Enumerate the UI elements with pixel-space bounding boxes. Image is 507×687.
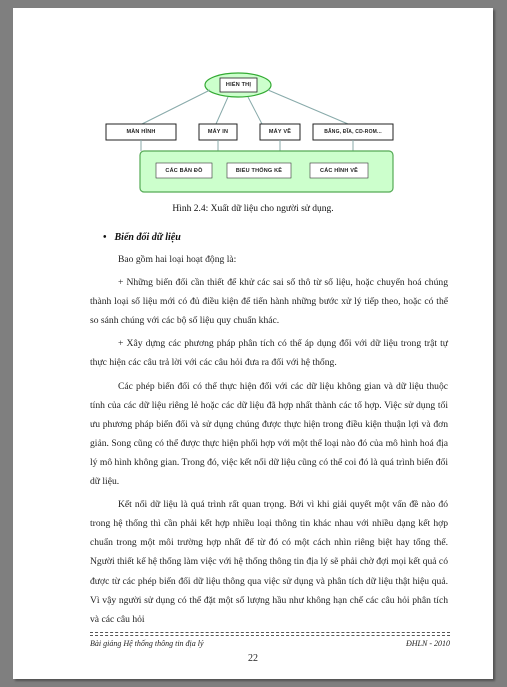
output-label-screen: MÀN HÌNH: [126, 129, 156, 135]
diagram-graphics: [13, 8, 493, 208]
figure-caption: Hình 2.4: Xuất dữ liệu cho người sử dụng.: [172, 204, 334, 214]
connector-4: [268, 90, 348, 124]
footer-course-title: Bài giảng Hệ thống thông tin địa lý: [90, 639, 204, 648]
top-node-label: HIỂN THỊ: [225, 82, 252, 88]
paragraph: Các phép biến đổi có thể thực hiện đối với các dữ liệu không gian và dữ liệu thuộc tính của các dữ liệu riêng lẻ hoặc các dữ liệu đã hợp nhất thành các tổ hợp. Việc sử dụng tối ưu phương pháp biến đổi và sử dụng chúng được thực hiện trong điều kiện thuận lợi và đơn giản. Song cũng có thể được thực hiện phối hợp với một thể loại nào đó của mô hình hoá địa lý mô hình không gian. Trong đó, việc kết nối dữ liệu cũng có thể coi đó là quá trình biến đổi dữ liệu.: [90, 380, 448, 488]
connector-1: [142, 90, 210, 124]
connector-2: [216, 97, 228, 124]
output-label-plotter: MÁY VẼ: [268, 129, 292, 135]
document-page: [13, 8, 493, 679]
page-number: 22: [248, 653, 258, 664]
paragraph: Bao gồm hai loại hoạt động là:: [118, 254, 237, 265]
footer-institution: ĐHLN - 2010: [405, 639, 450, 648]
output-diagram: [13, 8, 493, 208]
bullet-icon: •: [103, 232, 107, 243]
product-label-stats: BIỂU THỐNG KÊ: [235, 167, 283, 174]
footer-divider: [90, 632, 450, 636]
connector-3: [248, 97, 262, 124]
output-label-printer: MÁY IN: [207, 129, 229, 135]
product-label-drawings: CÁC HÌNH VẼ: [320, 167, 358, 174]
body-text: [90, 250, 448, 633]
output-label-media: BĂNG, ĐĨA, CD-ROM...: [324, 129, 382, 135]
product-label-maps: CÁC BẢN ĐỒ: [165, 167, 203, 174]
paragraph: + Những biến đổi cần thiết để khử các sai số thô từ số liệu, hoặc chuyển hoá chúng thành loại số liệu mới có đủ điều kiện để tiến hành những bước xử lý tiếp theo, hoặc có thể so sánh chúng với các bộ số liệu quy chuẩn khác.: [90, 277, 448, 327]
section-heading: [103, 232, 181, 243]
section-title: Biến đổi dữ liệu: [114, 232, 181, 243]
paragraph: + Xây dựng các phương pháp phân tích có thể áp dụng đối với dữ liệu trong trật tự thực hiện các câu trả lời với các câu hỏi đưa ra đối với hệ thống.: [90, 338, 448, 369]
paragraph: Kết nối dữ liệu là quá trình rất quan trọng. Bởi vì khi giải quyết một vấn đề nào đó trong hệ thống thì cần phải kết hợp nhiều loại thông tin khác nhau với nhiều dạng kết hợp chuẩn trong một môi trường hợp nhất để từ đó có một cách nhìn riêng biệt hay tổng thể. Người thiết kế hệ thống làm việc với hệ thống thông tin địa lý sẽ phải chờ đợi mọi kết quả có được từ các phép biến đổi dữ liệu thông qua việc sử dụng và phân tích dữ liệu thật hiệu quả. Vì vậy người sử dụng có thể đặt một số lượng hầu như không hạn chế các câu hỏi phân tích và các câu hỏi: [90, 499, 448, 625]
